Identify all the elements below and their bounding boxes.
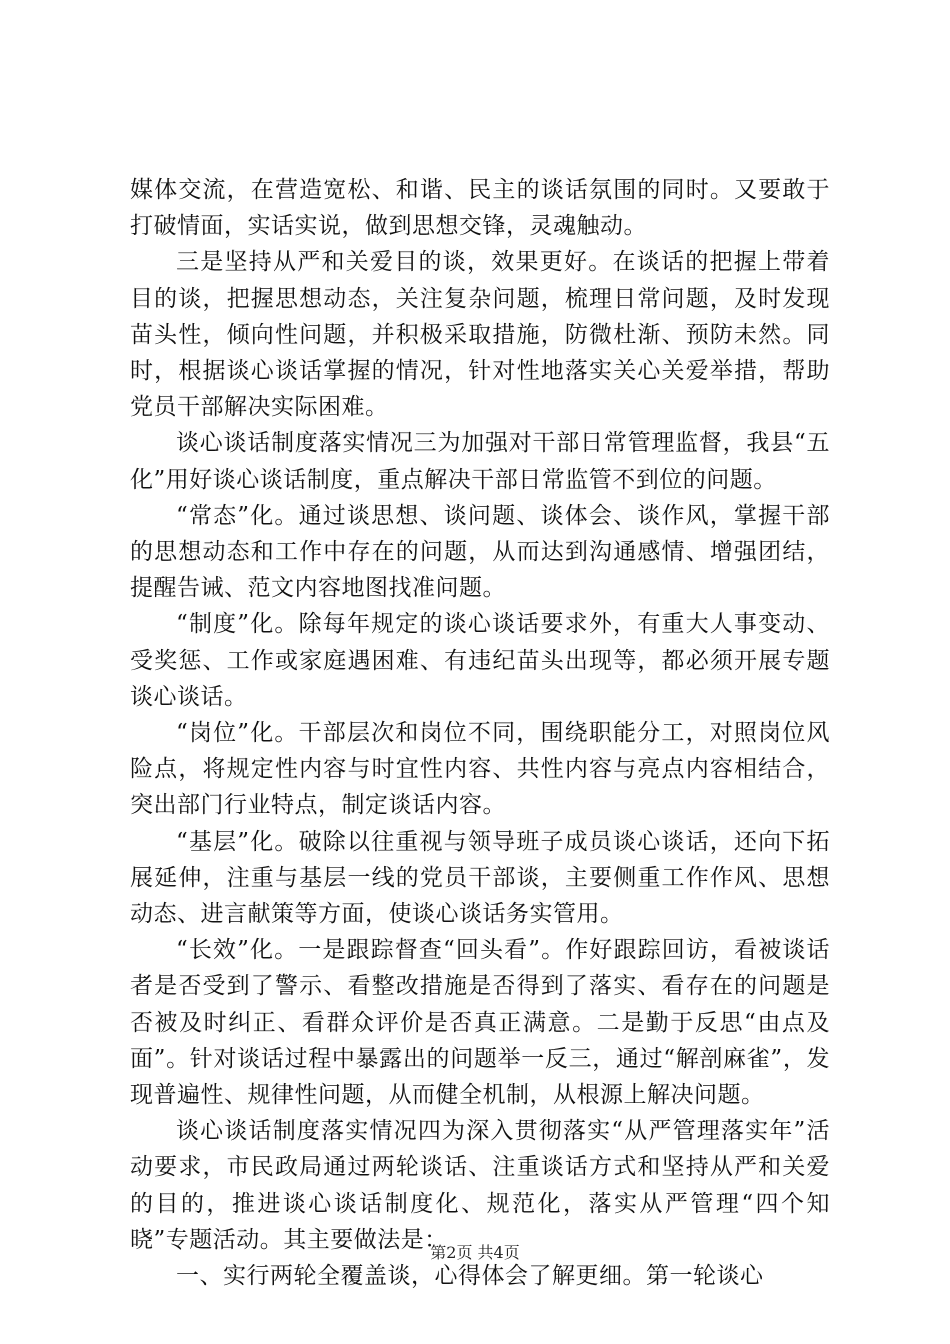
document-body — [130, 172, 830, 1294]
page-footer — [0, 1240, 950, 1263]
paragraph: 一、实行两轮全覆盖谈，心得体会了解更细。第一轮谈心 — [176, 1263, 764, 1290]
paragraph: “岗位”化。干部层次和岗位不同，围绕职能分工，对照岗位风险点，将规定性内容与时宜性内容、共性内容与亮点内容相结合，突出部门行业特点，制定谈话内容。 — [130, 720, 830, 819]
page-number-label: 第2页 共4页 — [430, 1243, 520, 1262]
paragraph: 三是坚持从严和关爱目的谈，效果更好。在谈话的把握上带着目的谈，把握思想动态，关注复杂问题，梳理日常问题，及时发现苗头性，倾向性问题，并积极采取措施，防微杜渐、预防未然。同时，根据谈心谈话掌握的情况，针对性地落实关心关爱举措，帮助党员干部解决实际困难。 — [130, 249, 830, 421]
paragraph: “基层”化。破除以往重视与领导班子成员谈心谈话，还向下拓展延伸，注重与基层一线的党员干部谈，主要侧重工作作风、思想动态、进言献策等方面，使谈心谈话务实管用。 — [130, 828, 830, 928]
paragraph: 谈心谈话制度落实情况三为加强对干部日常管理监督，我县“五化”用好谈心谈话制度，重点解决干部日常监管不到位的问题。 — [130, 430, 830, 493]
paragraph: “制度”化。除每年规定的谈心谈话要求外，有重大人事变动、受奖惩、工作或家庭遇困难、有违纪苗头出现等，都必须开展专题谈心谈话。 — [130, 611, 830, 710]
paragraph: “常态”化。通过谈思想、谈问题、谈体会、谈作风，掌握干部的思想动态和工作中存在的问题，从而达到沟通感情、增强团结，提醒告诫、范文内容地图找准问题。 — [130, 502, 830, 602]
paragraph: 媒体交流，在营造宽松、和谐、民主的谈话氛围的同时。又要敢于打破情面，实话实说，做到思想交锋，灵魂触动。 — [130, 177, 830, 240]
paragraph: 谈心谈话制度落实情况四为深入贯彻落实“从严管理落实年”活动要求，市民政局通过两轮谈话、注重谈话方式和坚持从严和关爱的目的，推进谈心谈话制度化、规范化，落实从严管理“四个知晓”专题活动。其主要做法是： — [130, 1118, 830, 1253]
paragraph: “长效”化。一是跟踪督查“回头看”。作好跟踪回访，看被谈话者是否受到了警示、看整改措施是否得到了落实、看存在的问题是否被及时纠正、看群众评价是否真正满意。二是勤于反思“由点及面”。针对谈话过程中暴露出的问题举一反三，通过“解剖麻雀”，发现普遍性、规律性问题，从而健全机制，从根源上解决问题。 — [130, 937, 830, 1109]
